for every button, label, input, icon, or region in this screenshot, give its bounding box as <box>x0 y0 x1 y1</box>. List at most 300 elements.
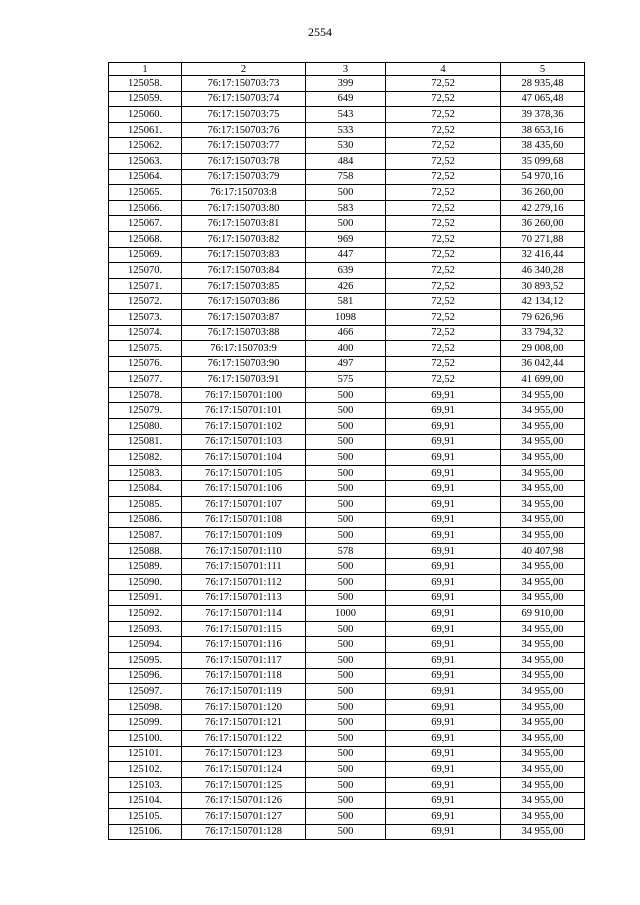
table-row <box>109 621 585 637</box>
value-cell: 32 416,44 <box>501 247 585 263</box>
value-cell: 34 955,00 <box>501 419 585 435</box>
area-cell: 583 <box>306 200 386 216</box>
area-cell: 466 <box>306 325 386 341</box>
cadastral-number-cell: 76:17:150701:105 <box>182 465 306 481</box>
cadastral-number-cell: 76:17:150703:84 <box>182 263 306 279</box>
row-number-cell: 125101. <box>109 746 182 762</box>
rate-cell: 72,52 <box>386 169 501 185</box>
table-row <box>109 512 585 528</box>
value-cell: 34 955,00 <box>501 746 585 762</box>
area-cell: 447 <box>306 247 386 263</box>
area-cell: 500 <box>306 808 386 824</box>
rate-cell: 69,91 <box>386 450 501 466</box>
table-row <box>109 434 585 450</box>
row-number-cell: 125094. <box>109 637 182 653</box>
table-row <box>109 668 585 684</box>
rate-cell: 69,91 <box>386 465 501 481</box>
area-cell: 1000 <box>306 606 386 622</box>
area-cell: 500 <box>306 481 386 497</box>
rate-cell: 69,91 <box>386 606 501 622</box>
column-header: 3 <box>306 63 386 76</box>
rate-cell: 69,91 <box>386 762 501 778</box>
area-cell: 575 <box>306 372 386 388</box>
row-number-cell: 125095. <box>109 652 182 668</box>
cadastral-number-cell: 76:17:150703:91 <box>182 372 306 388</box>
rate-cell: 72,52 <box>386 138 501 154</box>
rate-cell: 72,52 <box>386 107 501 123</box>
rate-cell: 69,91 <box>386 808 501 824</box>
cadastral-number-cell: 76:17:150703:80 <box>182 200 306 216</box>
rate-cell: 69,91 <box>386 652 501 668</box>
area-cell: 500 <box>306 652 386 668</box>
area-cell: 500 <box>306 559 386 575</box>
row-number-cell: 125080. <box>109 419 182 435</box>
value-cell: 30 893,52 <box>501 278 585 294</box>
row-number-cell: 125058. <box>109 76 182 92</box>
row-number-cell: 125099. <box>109 715 182 731</box>
rate-cell: 69,91 <box>386 730 501 746</box>
rate-cell: 69,91 <box>386 715 501 731</box>
area-cell: 500 <box>306 575 386 591</box>
cadastral-number-cell: 76:17:150703:86 <box>182 294 306 310</box>
table-row <box>109 730 585 746</box>
cadastral-number-cell: 76:17:150701:104 <box>182 450 306 466</box>
cadastral-number-cell: 76:17:150701:102 <box>182 419 306 435</box>
area-cell: 581 <box>306 294 386 310</box>
area-cell: 543 <box>306 107 386 123</box>
area-cell: 497 <box>306 356 386 372</box>
row-number-cell: 125097. <box>109 684 182 700</box>
table-row <box>109 777 585 793</box>
row-number-cell: 125082. <box>109 450 182 466</box>
row-number-cell: 125060. <box>109 107 182 123</box>
area-cell: 500 <box>306 216 386 232</box>
area-cell: 500 <box>306 668 386 684</box>
value-cell: 41 699,00 <box>501 372 585 388</box>
cadastral-number-cell: 76:17:150703:75 <box>182 107 306 123</box>
cadastral-number-cell: 76:17:150703:88 <box>182 325 306 341</box>
cadastral-number-cell: 76:17:150703:76 <box>182 122 306 138</box>
cadastral-number-cell: 76:17:150701:126 <box>182 793 306 809</box>
cadastral-number-cell: 76:17:150703:9 <box>182 341 306 357</box>
cadastral-number-cell: 76:17:150701:110 <box>182 543 306 559</box>
table-row <box>109 372 585 388</box>
area-cell: 426 <box>306 278 386 294</box>
table-row <box>109 824 585 840</box>
value-cell: 35 099,68 <box>501 153 585 169</box>
cadastral-number-cell: 76:17:150703:77 <box>182 138 306 154</box>
data-table <box>108 62 585 840</box>
value-cell: 42 134,12 <box>501 294 585 310</box>
rate-cell: 72,52 <box>386 247 501 263</box>
value-cell: 34 955,00 <box>501 652 585 668</box>
value-cell: 34 955,00 <box>501 434 585 450</box>
row-number-cell: 125064. <box>109 169 182 185</box>
cadastral-number-cell: 76:17:150703:81 <box>182 216 306 232</box>
value-cell: 34 955,00 <box>501 793 585 809</box>
rate-cell: 72,52 <box>386 263 501 279</box>
rate-cell: 72,52 <box>386 356 501 372</box>
table-row <box>109 762 585 778</box>
table-row <box>109 247 585 263</box>
rate-cell: 69,91 <box>386 777 501 793</box>
rate-cell: 69,91 <box>386 387 501 403</box>
rate-cell: 72,52 <box>386 200 501 216</box>
value-cell: 34 955,00 <box>501 590 585 606</box>
table-row <box>109 200 585 216</box>
table-row <box>109 465 585 481</box>
area-cell: 500 <box>306 777 386 793</box>
rate-cell: 69,91 <box>386 497 501 513</box>
rate-cell: 69,91 <box>386 434 501 450</box>
rate-cell: 69,91 <box>386 621 501 637</box>
rate-cell: 72,52 <box>386 372 501 388</box>
cadastral-number-cell: 76:17:150703:87 <box>182 309 306 325</box>
row-number-cell: 125098. <box>109 699 182 715</box>
rate-cell: 72,52 <box>386 122 501 138</box>
area-cell: 500 <box>306 637 386 653</box>
cadastral-number-cell: 76:17:150701:111 <box>182 559 306 575</box>
cadastral-number-cell: 76:17:150701:108 <box>182 512 306 528</box>
cadastral-number-cell: 76:17:150701:109 <box>182 528 306 544</box>
cadastral-number-cell: 76:17:150703:74 <box>182 91 306 107</box>
area-cell: 1098 <box>306 309 386 325</box>
rate-cell: 69,91 <box>386 575 501 591</box>
cadastral-number-cell: 76:17:150701:113 <box>182 590 306 606</box>
cadastral-number-cell: 76:17:150703:90 <box>182 356 306 372</box>
value-cell: 38 435,60 <box>501 138 585 154</box>
table-row <box>109 637 585 653</box>
area-cell: 500 <box>306 824 386 840</box>
table-row <box>109 481 585 497</box>
value-cell: 34 955,00 <box>501 465 585 481</box>
cadastral-number-cell: 76:17:150703:79 <box>182 169 306 185</box>
rate-cell: 69,91 <box>386 793 501 809</box>
table-row <box>109 575 585 591</box>
row-number-cell: 125077. <box>109 372 182 388</box>
value-cell: 34 955,00 <box>501 528 585 544</box>
area-cell: 649 <box>306 91 386 107</box>
table-row <box>109 294 585 310</box>
table-row <box>109 528 585 544</box>
value-cell: 38 653,16 <box>501 122 585 138</box>
rate-cell: 72,52 <box>386 278 501 294</box>
row-number-cell: 125062. <box>109 138 182 154</box>
value-cell: 34 955,00 <box>501 762 585 778</box>
cadastral-number-cell: 76:17:150703:85 <box>182 278 306 294</box>
table-row <box>109 450 585 466</box>
rate-cell: 72,52 <box>386 153 501 169</box>
row-number-cell: 125090. <box>109 575 182 591</box>
cadastral-number-cell: 76:17:150701:121 <box>182 715 306 731</box>
area-cell: 530 <box>306 138 386 154</box>
cadastral-number-cell: 76:17:150703:83 <box>182 247 306 263</box>
cadastral-number-cell: 76:17:150701:107 <box>182 497 306 513</box>
rate-cell: 69,91 <box>386 512 501 528</box>
table-row <box>109 419 585 435</box>
row-number-cell: 125083. <box>109 465 182 481</box>
value-cell: 36 260,00 <box>501 216 585 232</box>
area-cell: 500 <box>306 590 386 606</box>
rate-cell: 69,91 <box>386 559 501 575</box>
row-number-cell: 125084. <box>109 481 182 497</box>
rate-cell: 72,52 <box>386 185 501 201</box>
page-number: 2554 <box>308 25 332 39</box>
value-cell: 34 955,00 <box>501 668 585 684</box>
area-cell: 500 <box>306 434 386 450</box>
table-row <box>109 341 585 357</box>
area-cell: 500 <box>306 762 386 778</box>
value-cell: 54 970,16 <box>501 169 585 185</box>
row-number-cell: 125067. <box>109 216 182 232</box>
rate-cell: 69,91 <box>386 403 501 419</box>
value-cell: 42 279,16 <box>501 200 585 216</box>
value-cell: 39 378,36 <box>501 107 585 123</box>
table-row <box>109 684 585 700</box>
row-number-cell: 125092. <box>109 606 182 622</box>
table-row <box>109 652 585 668</box>
value-cell: 36 260,00 <box>501 185 585 201</box>
row-number-cell: 125063. <box>109 153 182 169</box>
value-cell: 70 271,88 <box>501 231 585 247</box>
value-cell: 34 955,00 <box>501 497 585 513</box>
cadastral-number-cell: 76:17:150703:8 <box>182 185 306 201</box>
row-number-cell: 125102. <box>109 762 182 778</box>
cadastral-number-cell: 76:17:150703:78 <box>182 153 306 169</box>
row-number-cell: 125091. <box>109 590 182 606</box>
area-cell: 500 <box>306 419 386 435</box>
rate-cell: 69,91 <box>386 543 501 559</box>
row-number-cell: 125106. <box>109 824 182 840</box>
area-cell: 500 <box>306 497 386 513</box>
row-number-cell: 125104. <box>109 793 182 809</box>
row-number-cell: 125061. <box>109 122 182 138</box>
table-row <box>109 325 585 341</box>
area-cell: 399 <box>306 76 386 92</box>
value-cell: 47 065,48 <box>501 91 585 107</box>
cadastral-number-cell: 76:17:150701:124 <box>182 762 306 778</box>
table-row <box>109 216 585 232</box>
value-cell: 34 955,00 <box>501 621 585 637</box>
row-number-cell: 125073. <box>109 309 182 325</box>
rate-cell: 69,91 <box>386 481 501 497</box>
table-row <box>109 138 585 154</box>
area-cell: 533 <box>306 122 386 138</box>
row-number-cell: 125088. <box>109 543 182 559</box>
area-cell: 500 <box>306 699 386 715</box>
area-cell: 758 <box>306 169 386 185</box>
row-number-cell: 125075. <box>109 341 182 357</box>
cadastral-number-cell: 76:17:150701:122 <box>182 730 306 746</box>
row-number-cell: 125071. <box>109 278 182 294</box>
row-number-cell: 125070. <box>109 263 182 279</box>
area-cell: 500 <box>306 403 386 419</box>
value-cell: 36 042,44 <box>501 356 585 372</box>
table-row <box>109 185 585 201</box>
area-cell: 500 <box>306 730 386 746</box>
value-cell: 34 955,00 <box>501 512 585 528</box>
area-cell: 639 <box>306 263 386 279</box>
area-cell: 500 <box>306 715 386 731</box>
cadastral-number-cell: 76:17:150703:73 <box>182 76 306 92</box>
cadastral-number-cell: 76:17:150701:112 <box>182 575 306 591</box>
table-row <box>109 263 585 279</box>
cadastral-number-cell: 76:17:150701:106 <box>182 481 306 497</box>
row-number-cell: 125105. <box>109 808 182 824</box>
value-cell: 34 955,00 <box>501 387 585 403</box>
rate-cell: 69,91 <box>386 824 501 840</box>
value-cell: 34 955,00 <box>501 637 585 653</box>
table-body <box>109 76 585 840</box>
rate-cell: 69,91 <box>386 699 501 715</box>
row-number-cell: 125079. <box>109 403 182 419</box>
value-cell: 46 340,28 <box>501 263 585 279</box>
rate-cell: 69,91 <box>386 746 501 762</box>
value-cell: 28 935,48 <box>501 76 585 92</box>
value-cell: 34 955,00 <box>501 403 585 419</box>
row-number-cell: 125103. <box>109 777 182 793</box>
row-number-cell: 125068. <box>109 231 182 247</box>
cadastral-number-cell: 76:17:150701:101 <box>182 403 306 419</box>
rate-cell: 72,52 <box>386 231 501 247</box>
area-cell: 500 <box>306 465 386 481</box>
table-row <box>109 356 585 372</box>
area-cell: 500 <box>306 528 386 544</box>
rate-cell: 72,52 <box>386 91 501 107</box>
area-cell: 500 <box>306 450 386 466</box>
table-header-row <box>109 63 585 76</box>
cadastral-number-cell: 76:17:150701:119 <box>182 684 306 700</box>
rate-cell: 72,52 <box>386 325 501 341</box>
column-header: 5 <box>501 63 585 76</box>
area-cell: 500 <box>306 387 386 403</box>
rate-cell: 69,91 <box>386 419 501 435</box>
value-cell: 34 955,00 <box>501 699 585 715</box>
value-cell: 34 955,00 <box>501 559 585 575</box>
area-cell: 500 <box>306 185 386 201</box>
row-number-cell: 125085. <box>109 497 182 513</box>
value-cell: 34 955,00 <box>501 777 585 793</box>
value-cell: 34 955,00 <box>501 575 585 591</box>
table-row <box>109 169 585 185</box>
cadastral-number-cell: 76:17:150701:117 <box>182 652 306 668</box>
table-row <box>109 699 585 715</box>
table-row <box>109 808 585 824</box>
rate-cell: 72,52 <box>386 341 501 357</box>
cadastral-number-cell: 76:17:150701:128 <box>182 824 306 840</box>
table-row <box>109 309 585 325</box>
table-row <box>109 746 585 762</box>
cadastral-number-cell: 76:17:150701:118 <box>182 668 306 684</box>
row-number-cell: 125069. <box>109 247 182 263</box>
table-row <box>109 231 585 247</box>
area-cell: 500 <box>306 684 386 700</box>
cadastral-number-cell: 76:17:150701:114 <box>182 606 306 622</box>
value-cell: 40 407,98 <box>501 543 585 559</box>
rate-cell: 69,91 <box>386 590 501 606</box>
cadastral-number-cell: 76:17:150701:100 <box>182 387 306 403</box>
table-row <box>109 76 585 92</box>
value-cell: 69 910,00 <box>501 606 585 622</box>
table-row <box>109 107 585 123</box>
value-cell: 29 008,00 <box>501 341 585 357</box>
row-number-cell: 125076. <box>109 356 182 372</box>
area-cell: 484 <box>306 153 386 169</box>
row-number-cell: 125100. <box>109 730 182 746</box>
row-number-cell: 125086. <box>109 512 182 528</box>
row-number-cell: 125078. <box>109 387 182 403</box>
row-number-cell: 125074. <box>109 325 182 341</box>
column-header: 1 <box>109 63 182 76</box>
row-number-cell: 125089. <box>109 559 182 575</box>
table-row <box>109 590 585 606</box>
row-number-cell: 125072. <box>109 294 182 310</box>
table-row <box>109 403 585 419</box>
table-row <box>109 559 585 575</box>
table-row <box>109 122 585 138</box>
table-row <box>109 91 585 107</box>
value-cell: 34 955,00 <box>501 715 585 731</box>
table-row <box>109 387 585 403</box>
area-cell: 500 <box>306 746 386 762</box>
table-row <box>109 543 585 559</box>
cadastral-number-cell: 76:17:150703:82 <box>182 231 306 247</box>
value-cell: 79 626,96 <box>501 309 585 325</box>
table-row <box>109 715 585 731</box>
area-cell: 969 <box>306 231 386 247</box>
rate-cell: 69,91 <box>386 668 501 684</box>
cadastral-number-cell: 76:17:150701:127 <box>182 808 306 824</box>
column-header: 4 <box>386 63 501 76</box>
rate-cell: 72,52 <box>386 309 501 325</box>
value-cell: 34 955,00 <box>501 808 585 824</box>
cadastral-number-cell: 76:17:150701:116 <box>182 637 306 653</box>
table-row <box>109 278 585 294</box>
row-number-cell: 125066. <box>109 200 182 216</box>
value-cell: 33 794,32 <box>501 325 585 341</box>
area-cell: 500 <box>306 512 386 528</box>
cadastral-number-cell: 76:17:150701:120 <box>182 699 306 715</box>
value-cell: 34 955,00 <box>501 684 585 700</box>
row-number-cell: 125093. <box>109 621 182 637</box>
value-cell: 34 955,00 <box>501 824 585 840</box>
cadastral-number-cell: 76:17:150701:115 <box>182 621 306 637</box>
rate-cell: 72,52 <box>386 294 501 310</box>
value-cell: 34 955,00 <box>501 481 585 497</box>
cadastral-number-cell: 76:17:150701:103 <box>182 434 306 450</box>
rate-cell: 69,91 <box>386 637 501 653</box>
value-cell: 34 955,00 <box>501 730 585 746</box>
cadastral-number-cell: 76:17:150701:125 <box>182 777 306 793</box>
area-cell: 400 <box>306 341 386 357</box>
row-number-cell: 125096. <box>109 668 182 684</box>
row-number-cell: 125065. <box>109 185 182 201</box>
table-row <box>109 793 585 809</box>
area-cell: 500 <box>306 793 386 809</box>
area-cell: 500 <box>306 621 386 637</box>
row-number-cell: 125059. <box>109 91 182 107</box>
rate-cell: 72,52 <box>386 216 501 232</box>
rate-cell: 72,52 <box>386 76 501 92</box>
cadastral-number-cell: 76:17:150701:123 <box>182 746 306 762</box>
table-row <box>109 497 585 513</box>
value-cell: 34 955,00 <box>501 450 585 466</box>
area-cell: 578 <box>306 543 386 559</box>
table-row <box>109 153 585 169</box>
rate-cell: 69,91 <box>386 528 501 544</box>
row-number-cell: 125081. <box>109 434 182 450</box>
rate-cell: 69,91 <box>386 684 501 700</box>
